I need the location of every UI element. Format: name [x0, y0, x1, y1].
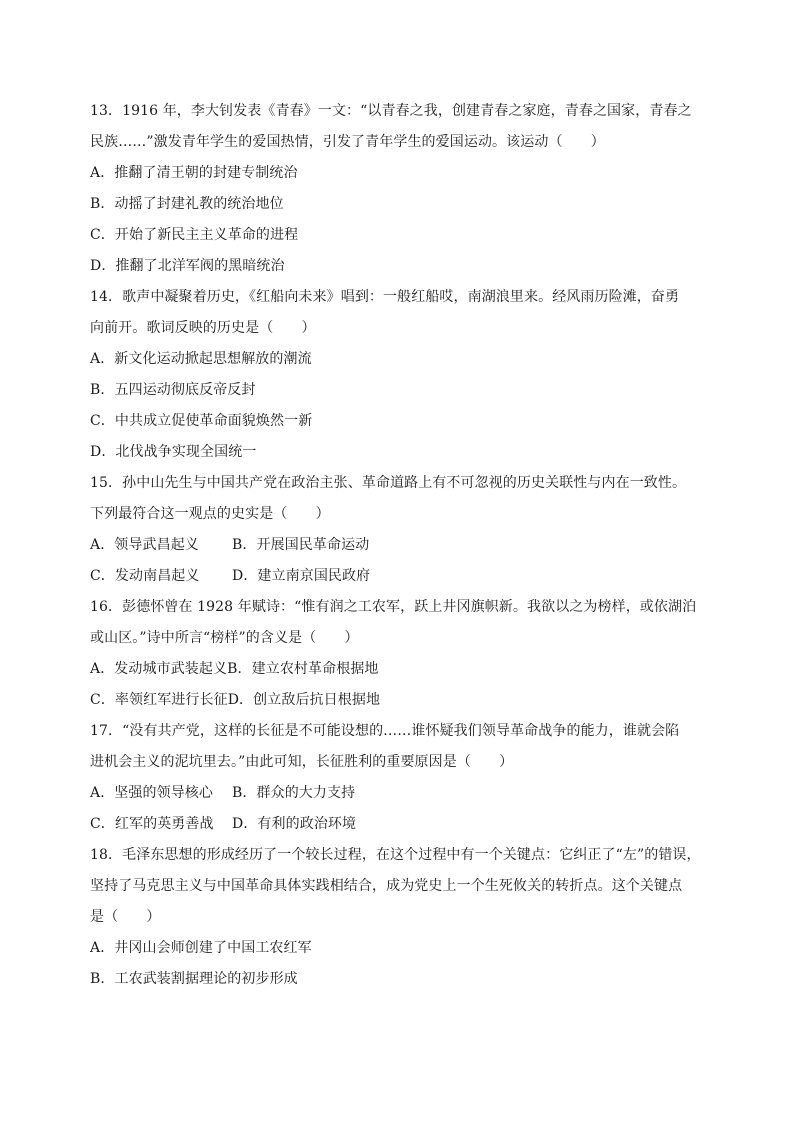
option-b: B．开展国民革命运动 [232, 537, 370, 553]
option-b: B．动摇了封建礼教的统治地位 [90, 196, 284, 212]
option-row [90, 561, 710, 592]
question-17 [90, 716, 710, 840]
option-c: C．中共成立促使革命面貌焕然一新 [90, 413, 313, 429]
question-stem-line: 下列最符合这一观点的史实是（ ） [90, 506, 330, 522]
exam-page [90, 96, 710, 995]
option-a: A．发动城市武装起义 [90, 661, 228, 677]
option-c: C．红军的英勇善战 [90, 816, 214, 832]
option-row [90, 778, 710, 809]
option-d: D．建立南京国民政府 [232, 568, 371, 584]
option-a: A．井冈山会师创建了中国工农红军 [90, 940, 312, 956]
option-b: B．建立农村革命根据地 [227, 661, 379, 677]
question-stem-line: 13．1916 年，李大钊发表《青春》一文：“以青春之我，创建青春之家庭，青春之国家，青春之 [90, 103, 692, 119]
option-b: B．五四运动彻底反帝反封 [90, 382, 256, 398]
option-a: A．领导武昌起义 [90, 537, 199, 553]
option-row [90, 809, 710, 840]
option-d: D．创立敌后抗日根据地 [227, 692, 381, 708]
option-b: B．工农武装割据理论的初步形成 [90, 971, 298, 987]
option-a: A．新文化运动掀起思想解放的潮流 [90, 351, 312, 367]
option-a: A．坚强的领导核心 [90, 785, 214, 801]
option-c: C．发动南昌起义 [90, 568, 200, 584]
question-stem-line: 坚持了马克思主义与中国革命具体实践相结合，成为党史上一个生死攸关的转折点。这个关键点 [90, 878, 683, 894]
question-14 [90, 282, 710, 468]
question-16 [90, 592, 710, 716]
option-row [90, 530, 710, 561]
option-row [90, 654, 710, 685]
question-18 [90, 840, 710, 995]
option-d: D．北伐战争实现全国统一 [90, 444, 257, 460]
question-13 [90, 96, 710, 282]
option-c: C．率领红军进行长征 [90, 692, 228, 708]
question-15 [90, 468, 710, 592]
question-stem-line: 是（ ） [90, 909, 161, 925]
question-stem-line: 进机会主义的泥坑里去。”由此可知，长征胜利的重要原因是（ ） [90, 754, 514, 770]
option-a: A．推翻了清王朝的封建专制统治 [90, 165, 298, 181]
option-c: C．开始了新民主主义革命的进程 [90, 227, 299, 243]
question-stem-line: 16．彭德怀曾在 1928 年赋诗：“惟有润之工农军，跃上井冈旗帜新。我欲以之为榜样，或依湖泊 [90, 599, 697, 615]
option-d: D．有利的政治环境 [232, 816, 357, 832]
option-b: B．群众的大力支持 [232, 785, 356, 801]
question-stem-line: 或山区。”诗中所言“榜样”的含义是（ ） [90, 630, 359, 646]
question-stem-line: 15．孙中山先生与中国共产党在政治主张、革命道路上有不可忽视的历史关联性与内在一致性。 [90, 475, 687, 491]
question-stem-line: 向前开。歌词反映的历史是（ ） [90, 320, 316, 336]
question-stem-line: 18．毛泽东思想的形成经历了一个较长过程，在这个过程中有一个关键点：它纠正了“左”的错误， [90, 847, 701, 863]
question-stem-line: 14．歌声中凝聚着历史，《红船向未来》唱到：一般红船哎，南湖浪里来。经风雨历险滩，奋勇 [90, 289, 680, 305]
option-row [90, 685, 710, 716]
question-stem-line: 17．“没有共产党，这样的长征是不可能设想的……谁怀疑我们领导革命战争的能力，谁就会陷 [90, 723, 680, 739]
question-stem-line: 民族……”激发青年学生的爱国热情，引发了青年学生的爱国运动。该运动（ ） [90, 134, 605, 150]
option-d: D．推翻了北洋军阀的黑暗统治 [90, 258, 285, 274]
